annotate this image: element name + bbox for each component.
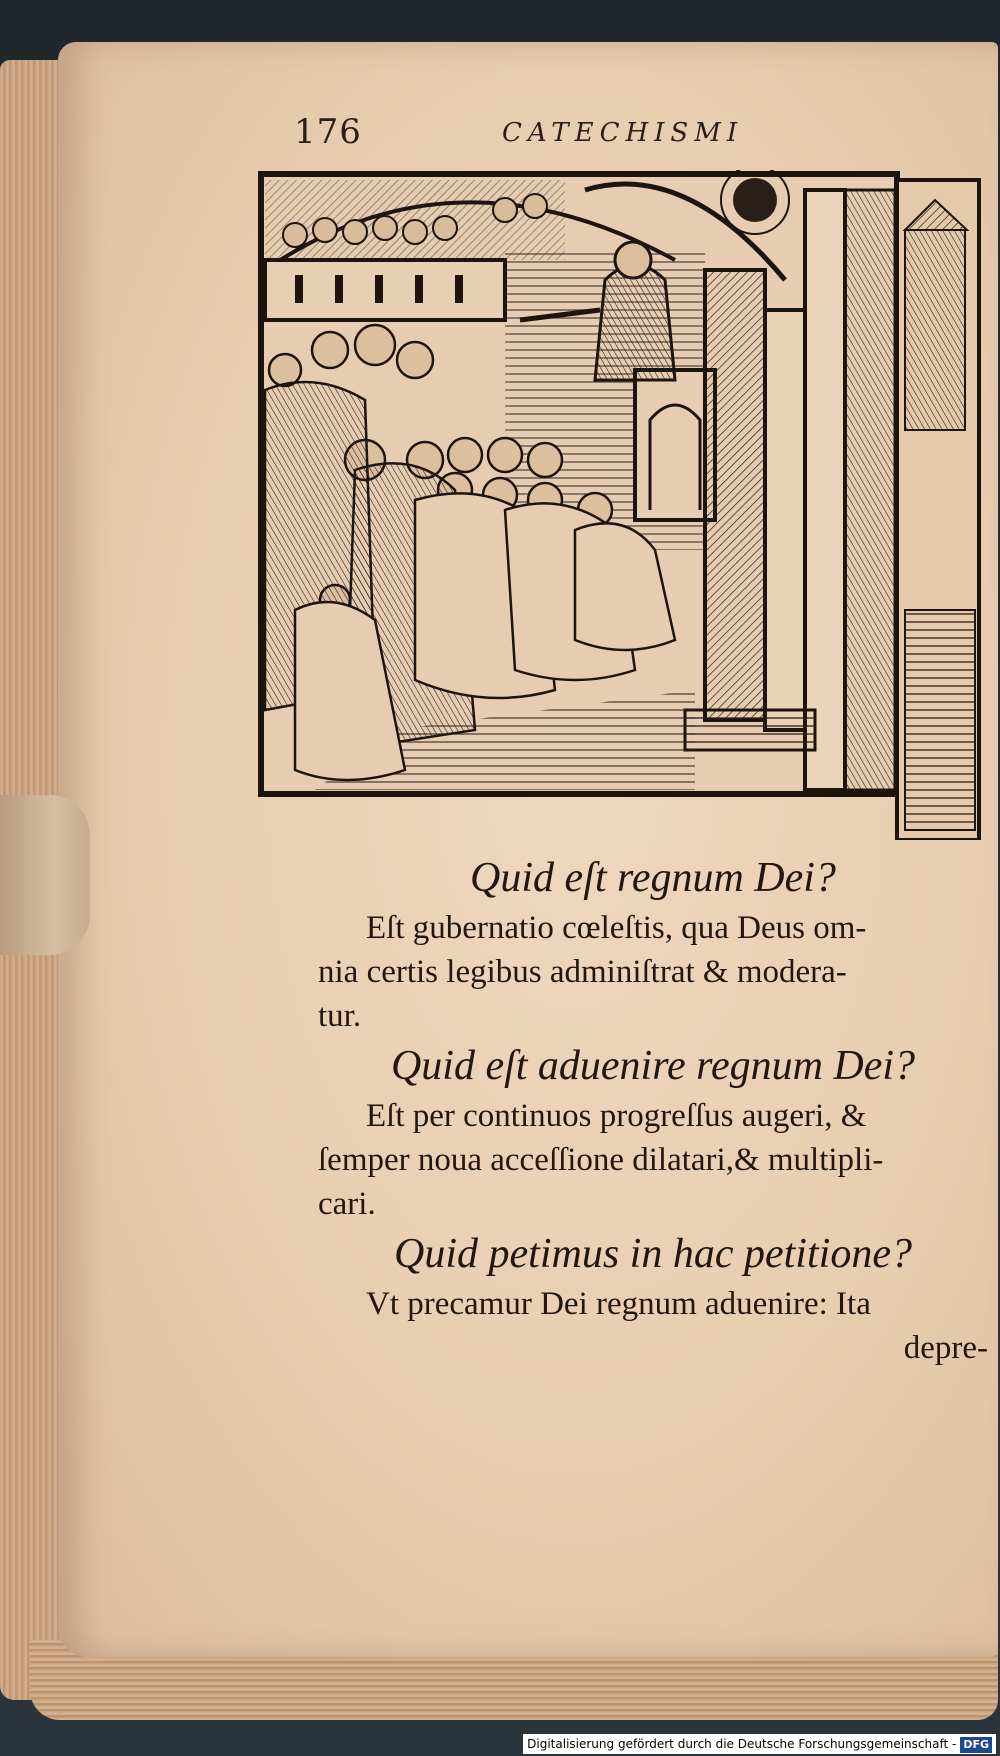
question-2: Quid eſt aduenire regnum Dei?	[390, 1043, 916, 1089]
answer-1-line-3: tur.	[318, 998, 362, 1034]
question-1: Quid eſt regnum Dei?	[470, 855, 836, 901]
woodcut-sermon-illustration-icon	[255, 170, 985, 840]
running-title: CATECHISMI	[502, 118, 744, 148]
credit-text: Digitalisierung gefördert durch die Deutsche Forschungsgemeinschaft -	[527, 1737, 957, 1751]
page-clip	[0, 795, 90, 955]
dfg-logo: DFG	[960, 1737, 992, 1753]
page-number: 176	[294, 112, 362, 152]
question-3: Quid petimus in hac petitione?	[394, 1231, 912, 1277]
woodcut-illustration	[255, 170, 985, 840]
answer-2-line-2: ſemper noua acceſſione dilatari,& multipli-	[318, 1142, 884, 1178]
answer-2-line-3: cari.	[318, 1186, 376, 1222]
digitization-credit	[523, 1734, 996, 1754]
answer-1-line-1: Eſt gubernatio cœleſtis, qua Deus om-	[366, 910, 867, 946]
catechism-text	[318, 850, 988, 1370]
answer-1-line-2: nia certis legibus adminiſtrat & modera-	[318, 954, 847, 990]
answer-2-line-1: Eſt per continuos progreſſus augeri, &	[366, 1098, 867, 1134]
catchword: depre-	[903, 1330, 988, 1366]
answer-3-line-1: Vt precamur Dei regnum aduenire: Ita	[366, 1286, 871, 1322]
page-header	[290, 112, 850, 162]
